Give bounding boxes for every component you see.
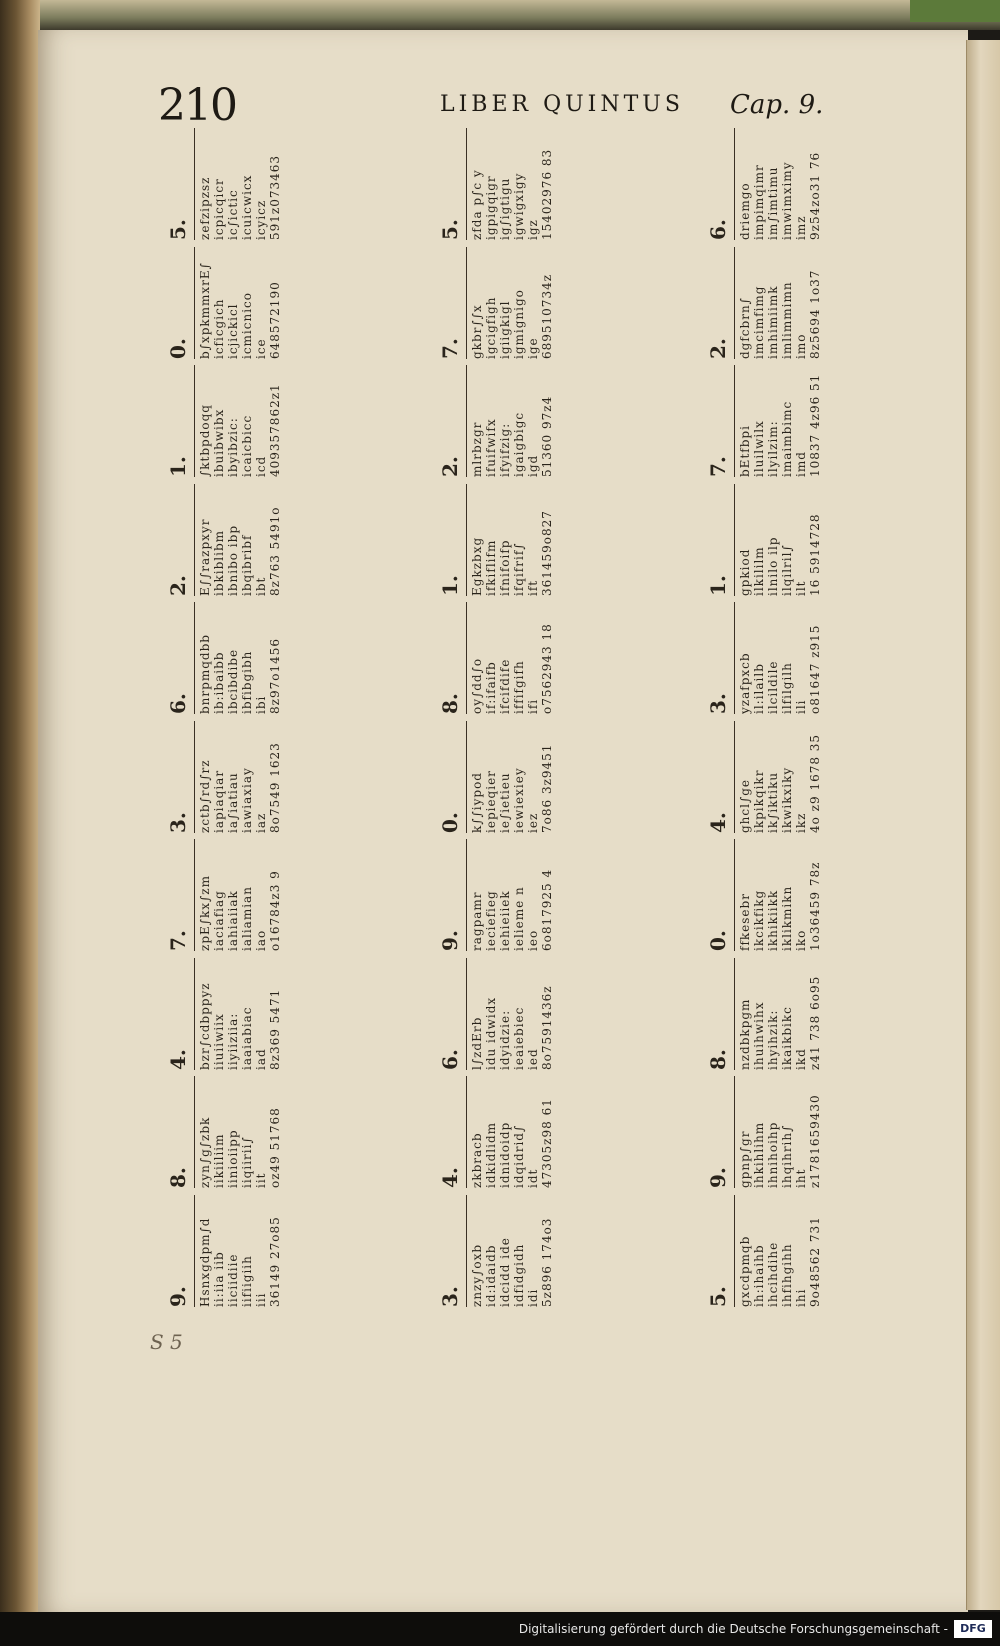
table-row: znzy∫oxb xyxy=(470,1243,484,1307)
table-row: iiqiirii∫ xyxy=(240,1136,254,1188)
table-row: icpicqicr xyxy=(212,178,226,240)
table-row: z41 738 6o95 xyxy=(808,975,822,1070)
facing-page-fragment xyxy=(971,870,997,990)
table-row: iiyiiziia: xyxy=(226,1012,240,1070)
table-number: 4. xyxy=(166,1048,190,1070)
table-row: iifiigiih xyxy=(240,1254,254,1307)
table-row: bEtfbpi xyxy=(738,425,752,477)
table-row: ikz xyxy=(794,812,808,833)
table-row: icmicnico xyxy=(240,291,254,359)
table-number: 3. xyxy=(166,811,190,833)
table-row: ihcihdihe xyxy=(766,1241,780,1307)
table-row: E∫∫razpxyr xyxy=(198,518,212,596)
table-row: 8z369 5471 xyxy=(268,988,282,1070)
cipher-tables-grid xyxy=(168,128,928,1348)
table-row: 689510734z xyxy=(540,273,554,359)
facing-page-edge xyxy=(966,40,1000,1610)
table-row: imhimiimk xyxy=(766,285,780,359)
table-row: gxcdpmqb xyxy=(738,1235,752,1307)
table-row: il:ilailb xyxy=(752,663,766,714)
table-row: zefzipzsz xyxy=(198,176,212,240)
table-row: 47305z98 61 xyxy=(540,1098,554,1188)
table-number: 0. xyxy=(438,811,462,833)
table-row: ihyihzik: xyxy=(766,1009,780,1070)
table-row: imz xyxy=(794,215,808,240)
table-row: ∫ktbpdoqq xyxy=(198,404,212,477)
facing-page-fragment xyxy=(971,1320,997,1440)
table-row: ikaikbikc xyxy=(780,1005,794,1070)
table-row: idkidlidm xyxy=(484,1121,498,1188)
table-row: zkbracb xyxy=(470,1132,484,1188)
table-row: igiigkigl xyxy=(498,299,512,359)
table-row: iaciafiag xyxy=(212,890,226,951)
table-row: iawiaxiay xyxy=(240,766,254,833)
table-number: 0. xyxy=(166,337,190,359)
table-row: igd xyxy=(526,454,540,477)
table-row: iikiiliim xyxy=(212,1133,226,1188)
table-row: ffkesebr xyxy=(738,893,752,951)
table-row: ili xyxy=(794,699,808,714)
table-row: idqidrid∫ xyxy=(512,1124,526,1188)
table-row: ragpamr xyxy=(470,891,484,951)
table-row: zfda p∫c y xyxy=(470,169,484,240)
table-row: 9o48562 731 xyxy=(808,1215,822,1307)
cipher-table xyxy=(708,1195,820,1307)
table-row: idyidzie: xyxy=(498,1009,512,1070)
table-row: imaimbimc xyxy=(780,400,794,477)
table-row: im∫imtimu xyxy=(766,166,780,240)
table-row: ielieme n xyxy=(512,886,526,951)
table-row: icaicbicc xyxy=(240,414,254,477)
table-row: l∫zdErb xyxy=(470,1016,484,1070)
table-row: iiuiiwiix xyxy=(212,1012,226,1070)
table-row: ig∫igtigu xyxy=(498,177,512,240)
table-number: 5. xyxy=(438,219,462,240)
table-row: b∫xpkmmxrE∫ xyxy=(198,261,212,359)
table-row: 8z5694 1o37 xyxy=(808,269,822,359)
table-row: ieciefieg xyxy=(484,890,498,951)
table-row: ilyilzim: xyxy=(766,420,780,477)
table-row: 4o z9 1678 35 xyxy=(808,733,822,833)
table-rule xyxy=(194,1195,195,1307)
table-row: idi xyxy=(526,1288,540,1307)
table-row: icjickicl xyxy=(226,302,240,359)
table-row: idcidd ide xyxy=(498,1236,512,1307)
table-number: 4. xyxy=(706,811,730,833)
table-row: 16 5914728 xyxy=(808,512,822,596)
table-number: 1. xyxy=(706,574,730,596)
facing-page-fragment xyxy=(971,1170,997,1290)
table-row: ieaiebiec xyxy=(512,1006,526,1070)
table-row: iehieiiek xyxy=(498,890,512,951)
table-row: ia∫iatiau xyxy=(226,771,240,833)
table-number: 2. xyxy=(438,456,462,477)
table-number: 6. xyxy=(438,1048,462,1070)
table-row: ifnifoifp xyxy=(498,539,512,596)
table-row: 1o36459 78z xyxy=(808,861,822,951)
table-row: yzafpxcb xyxy=(738,652,752,714)
table-row: 51360 97z4 xyxy=(540,395,554,477)
table-row: o16784z3 9 xyxy=(268,870,282,951)
table-row: ifqifrif∫ xyxy=(512,541,526,596)
table-row: impimqimr xyxy=(752,164,766,240)
table-row: 8o7549 1623 xyxy=(268,741,282,833)
table-row: 5z896 174o3 xyxy=(540,1217,554,1307)
table-row: ilfilgilh xyxy=(780,662,794,714)
table-row: imlimmimn xyxy=(780,280,794,359)
cipher-table xyxy=(440,1195,552,1307)
table-row: imwimximy xyxy=(780,161,794,240)
table-number: 6. xyxy=(706,219,730,240)
table-rule xyxy=(734,1195,735,1307)
table-row: ied xyxy=(526,1047,540,1070)
table-number: 0. xyxy=(706,930,730,951)
table-number: 7. xyxy=(166,930,190,951)
table-row: o7562943 18 xyxy=(540,623,554,714)
table-number: 8. xyxy=(438,693,462,714)
table-row: oy∫dd∫o xyxy=(470,657,484,714)
book-spine xyxy=(0,0,40,1646)
table-row: ige xyxy=(526,336,540,359)
table-row: ibi xyxy=(254,695,268,714)
table-row: icficgich xyxy=(212,297,226,359)
table-row: ifkiflifm xyxy=(484,539,498,596)
table-number: 6. xyxy=(166,693,190,714)
table-number: 9. xyxy=(166,1285,190,1307)
table-row: ihfihgihh xyxy=(780,1242,794,1307)
table-row: ihnihoihp xyxy=(766,1121,780,1188)
table-row: ifi xyxy=(526,698,540,714)
table-row: ilkililm xyxy=(752,545,766,596)
table-row: igz xyxy=(526,219,540,240)
table-row: ikd xyxy=(794,1047,808,1070)
facing-page-fragment xyxy=(971,120,997,240)
table-row: gpkiod xyxy=(738,548,752,596)
table-row: dgfcbrn∫ xyxy=(738,296,752,359)
table-row: ibyibzic: xyxy=(226,417,240,477)
table-row: ikcikfikg xyxy=(752,889,766,951)
table-row: iiciidiie xyxy=(226,1252,240,1307)
table-row: 15402976 83 xyxy=(540,148,554,240)
table-row: zctb∫rd∫rz xyxy=(198,758,212,833)
table-row: ifuifwifx xyxy=(484,418,498,477)
table-number: 4. xyxy=(438,1167,462,1188)
table-row: ifyifzig: xyxy=(498,422,512,477)
table-rule xyxy=(466,1195,467,1307)
table-number: 3. xyxy=(438,1285,462,1307)
table-row: ibqibribf xyxy=(240,534,254,596)
table-row: 361459o827 xyxy=(540,509,554,596)
table-number: 5. xyxy=(706,1285,730,1307)
table-row: idu idwidx xyxy=(484,996,498,1070)
table-row: iit xyxy=(254,1172,268,1188)
table-row: ifcifdife xyxy=(498,658,512,714)
table-row: ihqihrih∫ xyxy=(780,1124,794,1188)
table-row: 6o817925 4 xyxy=(540,868,554,951)
table-row: id:idaidb xyxy=(484,1244,498,1307)
green-bookmark xyxy=(910,0,1000,22)
table-row: idnidoidp xyxy=(498,1121,512,1188)
table-row: 10837 4z96 51 xyxy=(808,373,822,477)
table-number: 7. xyxy=(438,337,462,359)
table-row: ihkihlihm xyxy=(752,1121,766,1188)
table-number: 7. xyxy=(706,456,730,477)
table-row: ikhikiikk xyxy=(766,889,780,951)
table-number: 2. xyxy=(706,337,730,359)
table-row: ib:ibaibb xyxy=(212,651,226,714)
table-row: iaz xyxy=(254,812,268,833)
table-row: ieo xyxy=(526,929,540,951)
digitization-bar xyxy=(0,1612,1000,1646)
table-row: ie∫ietieu xyxy=(498,771,512,833)
chapter-heading: Cap. 9. xyxy=(730,90,824,120)
facing-page-fragment xyxy=(971,570,997,690)
table-number: 9. xyxy=(706,1167,730,1188)
table-row: gkbr∫∫x xyxy=(470,303,484,359)
table-row: ift xyxy=(526,579,540,596)
table-row: icd xyxy=(254,455,268,477)
dfg-logo: DFG xyxy=(954,1620,992,1638)
table-row: ikwikxiky xyxy=(780,766,794,833)
table-row: ikpikqikr xyxy=(752,769,766,833)
running-title: LIBER QUINTUS xyxy=(440,92,684,117)
table-row: 36149 27o85 xyxy=(268,1215,282,1307)
table-number: 3. xyxy=(706,693,730,714)
table-row: ilnilo ilp xyxy=(766,536,780,596)
table-row: gpnp∫gr xyxy=(738,1130,752,1188)
table-row: ih:ihaihb xyxy=(752,1243,766,1307)
table-row: ihi xyxy=(794,1288,808,1307)
table-number: 8. xyxy=(706,1048,730,1070)
page-number: 210 xyxy=(158,80,236,131)
table-row: ilt xyxy=(794,580,808,596)
table-row: ialiamian xyxy=(240,886,254,951)
table-row: imo xyxy=(794,333,808,359)
table-row: ibt xyxy=(254,576,268,596)
table-row: nzdbkpgm xyxy=(738,998,752,1070)
table-row: ibuibwibx xyxy=(212,408,226,477)
table-row: mlrbzgr xyxy=(470,421,484,477)
facing-page-fragment xyxy=(971,420,997,540)
table-number: 1. xyxy=(166,456,190,477)
table-row: iko xyxy=(794,929,808,951)
table-row: imd xyxy=(794,451,808,477)
table-row: ii:iia iib xyxy=(212,1250,226,1307)
table-number: 9. xyxy=(438,930,462,951)
table-row: 8z763 5491o xyxy=(268,506,282,596)
table-row: 8z97o1456 xyxy=(268,638,282,714)
table-row: idt xyxy=(526,1168,540,1188)
cipher-table xyxy=(168,1195,280,1307)
table-number: 2. xyxy=(166,574,190,596)
table-row: ghcl∫ge xyxy=(738,778,752,833)
table-row: 648572190 xyxy=(268,280,282,359)
table-row: Egkzbxg xyxy=(470,536,484,596)
table-row: if:ifaifb xyxy=(484,661,498,714)
table-row: 591z073463 xyxy=(268,154,282,240)
table-row: bzr∫cdbppyz xyxy=(198,981,212,1070)
table-row: idfidgidh xyxy=(512,1243,526,1307)
table-row: ibnibo ibp xyxy=(226,524,240,596)
table-row: ibkiblibm xyxy=(212,529,226,596)
digitization-note: Digitalisierung gefördert durch die Deutsche Forschungsgemeinschaft - xyxy=(518,1622,948,1636)
facing-page-fragment xyxy=(971,1470,997,1590)
table-row: 7o86 3z9451 xyxy=(540,743,554,833)
table-row: 8o7591436z xyxy=(540,984,554,1070)
table-row: bnrpmqdbb xyxy=(198,634,212,714)
table-row: imcimfimg xyxy=(752,285,766,359)
table-number: 1. xyxy=(438,574,462,596)
table-row: zpE∫kx∫zm xyxy=(198,874,212,951)
facing-page-fragment xyxy=(971,270,997,390)
table-row: igpigqigr xyxy=(484,175,498,240)
table-number: 5. xyxy=(166,219,190,240)
table-row: Hsnxgdpm∫d xyxy=(198,1217,212,1307)
table-row: ihuihwihx xyxy=(752,1001,766,1070)
table-row: iahiaiiak xyxy=(226,890,240,951)
table-row: iinioiipp xyxy=(226,1129,240,1188)
table-row: ic∫ictic xyxy=(226,189,240,240)
table-row: o81647 z915 xyxy=(808,624,822,714)
facing-page-fragment xyxy=(971,1020,997,1140)
table-row: iluilwilx xyxy=(752,420,766,477)
table-row: iewiexiey xyxy=(512,766,526,833)
table-row: 9z54zo31 76 xyxy=(808,151,822,240)
table-row: z1781659430 xyxy=(808,1094,822,1188)
table-row: ice xyxy=(254,337,268,359)
table-row: k∫∫iypod xyxy=(470,771,484,833)
table-row: ibfibgibh xyxy=(240,650,254,714)
table-row: zyn∫g∫zbk xyxy=(198,1116,212,1188)
table-row: icuicwicx xyxy=(240,174,254,240)
table-row: iht xyxy=(794,1168,808,1188)
table-number: 8. xyxy=(166,1167,190,1188)
table-row: iii xyxy=(254,1291,268,1307)
table-row: 409357862z1 xyxy=(268,383,282,477)
table-row: iffifgifh xyxy=(512,660,526,714)
catchword: S 5 xyxy=(150,1330,183,1354)
table-row: igcigfigh xyxy=(484,296,498,359)
table-row: iaaiabiac xyxy=(240,1005,254,1070)
table-row: iad xyxy=(254,1047,268,1070)
table-row: igwigxigy xyxy=(512,172,526,240)
table-row: iao xyxy=(254,929,268,951)
facing-page-fragment xyxy=(971,720,997,840)
table-row: igaigbigc xyxy=(512,411,526,477)
table-row: ilcildile xyxy=(766,660,780,714)
table-row: driemgo xyxy=(738,182,752,240)
table-row: ibcibdibe xyxy=(226,648,240,714)
table-row: iklikmikn xyxy=(780,885,794,951)
table-row: oz49 51768 xyxy=(268,1107,282,1188)
table-row: ilqilril∫ xyxy=(780,543,794,596)
table-row: ik∫iktiku xyxy=(766,771,780,833)
table-row: iapiaqiar xyxy=(212,769,226,833)
table-row: iepieqier xyxy=(484,769,498,833)
table-row: igmignigo xyxy=(512,288,526,359)
table-row: icyicz xyxy=(254,199,268,240)
table-row: iez xyxy=(526,812,540,833)
